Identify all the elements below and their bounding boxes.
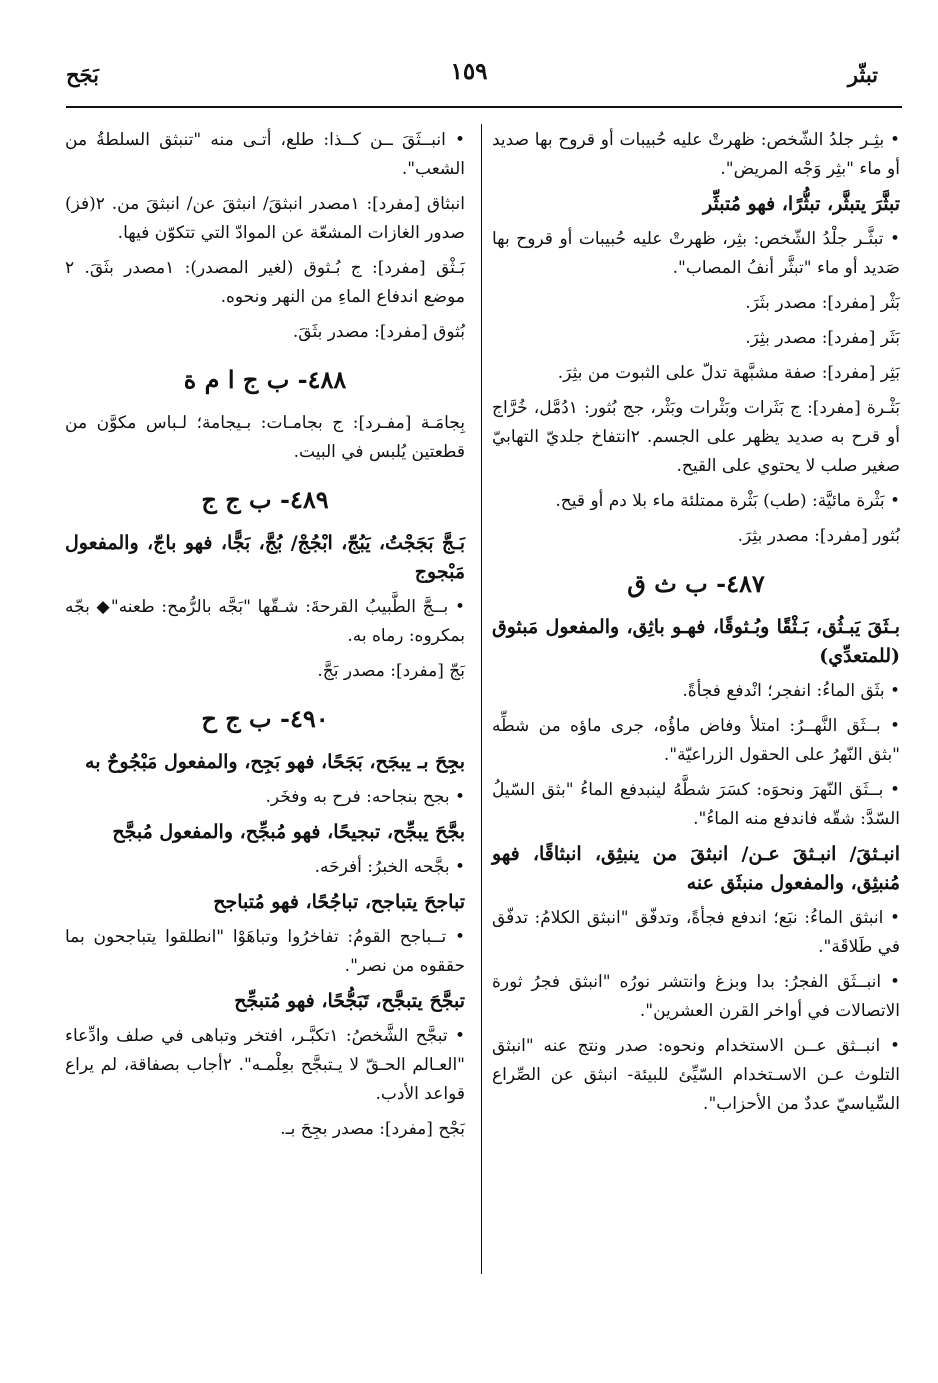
definition-entry: بَثَر [مفرد]: مصدر بثِرَ. — [745, 328, 900, 348]
headword-line: بجِحَ بـ يبجَح، بَجَحًا، فهو بَجِح، والمفعول مَبْجُوحٌ به — [85, 751, 465, 773]
definition-entry: • بــجَّ الطَّبيبُ القرحةَ: شـقّها "بَجَّه بالرُّمح: طعنه"◆ بجّه بمكروه: رماه به. — [65, 597, 465, 646]
definition-entry: بَـثْق [مفرد]: ج بُـثوق (لغير المصدر): ١مصدر بثَقَ. ٢ موضع اندفاع الماءِ من النهر ونحوه. — [65, 258, 465, 307]
page-number: ١٥٩ — [450, 58, 488, 85]
definition-entry: بَثْر [مفرد]: مصدر بثَرَ. — [745, 293, 900, 313]
headword-line: بجَّحَ يبجِّح، تبجيحًا، فهو مُبجِّح، والمفعول مُبجَّح — [112, 821, 465, 843]
left-column — [65, 126, 465, 1150]
root-section-heading: ٤٩٠- ب ج ح — [201, 704, 329, 733]
root-section-heading: ٤٨٧- ب ث ق — [627, 569, 765, 598]
headword-line: انبـثقَ/ انبـثقَ عـن/ انبثقَ من ينبثِق، انبثاقًا، فهو مُنبثِق، والمفعول منبثَق عنه — [492, 843, 900, 894]
definition-entry: • انبــثَقَ ــن كــذا: طلع، أتـى منه "تنبثق السلطةُ من الشعب". — [65, 130, 465, 179]
definition-entry: • تبثَّـر جلْدُ الشّخص: بثِر، ظهرتْ عليه حُبيبات أو قروح بها صَديد أو ماء "تبثَّر أنفُ المصاب". — [492, 229, 900, 278]
definition-entry: • بثَق الماءُ: انفجر؛ انْدفع فجأةً. — [682, 681, 900, 701]
definition-entry: • بــثَق النَّهــرُ: امتلأ وفاض ماؤُه، جرى ماؤه من شطِّه "بثق النّهرُ على الحقول الزراعيّة". — [492, 716, 900, 765]
definition-entry: • بَثْرة مائيَّة: (طب) بَثْرة ممتلئة ماء بلا دم أو قيح. — [555, 491, 900, 511]
headword-line: تباجحَ يتباجح، تباجُحًا، فهو مُتباجح — [213, 891, 465, 913]
definition-entry: • انبثق الماءُ: نبَع؛ اندفع فجأةً، وتدفّق "انبثق الكلامُ: تدفّق في طَلاقَة". — [492, 908, 900, 957]
column-divider — [481, 124, 482, 1274]
definition-entry: بَثْـرة [مفرد]: ج بَثَرات وبَثْرات وبَثْر، جج بُثور: ١دُمَّل، خُرَّاج أو قرح به صديد يظهر على الجسم. ٢انتفاخ جلديّ التهابيّ صغير صلب لا يحتوي على القيح. — [492, 398, 900, 476]
definition-entry: • انبــثق عــن الاستخدام ونحوه: صدر ونتج عنه "انبثق التلوث عـن الاسـتخدام السّيِّئ للبيئة- انبثق عن الصِّراع السِّياسيّ عددٌ من الأحزاب". — [492, 1036, 900, 1114]
definition-entry: • بثِـر جلدُ الشّخص: ظهرتْ عليه حُبيبات أو قروح بها صديد أو ماء "بثِر وَجْه المريض". — [492, 130, 900, 179]
header-right-word: تبثّر — [847, 62, 878, 87]
definition-entry: بَجْح [مفرد]: مصدر بجِحَ بـ. — [280, 1119, 465, 1139]
headword-line: بَـجَّ بَجَجْتُ، يَبُجّ، ابْجُجْ/ بُجَّ، بَجًّا، فهو باجّ، والمفعول مَبْجوج — [65, 532, 465, 583]
definition-entry: • بجح بنجاحه: فرح به وفخَر. — [265, 787, 465, 807]
definition-entry: • بــثَق النّهرَ ونحوَه: كسَرَ شطَّهُ لينبدفع الماءُ "بثق السّيلُ السّدَّ: شقّه فاندفع منه الماءُ". — [492, 780, 900, 829]
definition-entry: بَجّ [مفرد]: مصدر بَجَّ. — [317, 661, 465, 681]
root-section-heading: ٤٨٨- ب ج ا م ة — [183, 365, 347, 394]
definition-entry: • تــباجح القومُ: تفاخرُوا وتباهَوْا "انطلقوا يتباجحون بما حققوه من نصر". — [65, 927, 465, 976]
definition-entry: • تبجَّح الشَّخصُ: ١تكبَّـر، افتخر وتباهى في صلف وادِّعاء "العـالم الحـقّ لا يـتبجَّح بعِلْمـه". ٢أجاب بصفاقة، لم يراع قواعد الأدب. — [65, 1026, 465, 1104]
right-column — [492, 126, 900, 1125]
definition-entry: انبثاق [مفرد]: ١مصدر انبثقَ/ انبثقَ عن/ انبثقَ من. ٢(فز) صدور الغازات المشعّة عن الموادّ التي تتكوّن فيها. — [65, 194, 465, 243]
definition-entry: بِجامَـة [مفـرد]: ج بجامـات: بـيجامة؛ لـباس مكوَّن من قطعتين يُلبس في البيت. — [65, 413, 465, 462]
definition-entry: بُثور [مفرد]: مصدر بثِرَ. — [737, 526, 900, 546]
definition-entry: • بجَّحه الخبرُ: أفرحَه. — [314, 857, 465, 877]
definition-entry: • انبــثَق الفجرُ: بدا وبزغ وانتشر نورُه "انبثق فجرُ ثورة الاتصالات في أواخر القرن العشرين". — [492, 972, 900, 1021]
headword-line: تبثَّرَ يتبثَّر، تبثُّرًا، فهو مُتبثِّر — [703, 193, 900, 215]
definition-entry: بَثِر [مفرد]: صفة مشبَّهة تدلّ على الثبوت من بثِرَ. — [557, 363, 900, 383]
header-rule — [66, 106, 902, 108]
root-section-heading: ٤٨٩- ب ج ج — [201, 485, 329, 514]
headword-line: بـثَقَ يَبـثُق، بَـثْقًا وبُـثوقًا، فهـو باثِق، والمفعول مَبثوق (للمتعدِّي) — [492, 616, 900, 667]
headword-line: تبجَّحَ يتبجَّح، تَبَجُّحًا، فهو مُتبجِّح — [234, 990, 465, 1012]
header-left-word: بَجَح — [66, 62, 99, 87]
definition-entry: بُثوق [مفرد]: مصدر بثَقَ. — [292, 322, 465, 342]
